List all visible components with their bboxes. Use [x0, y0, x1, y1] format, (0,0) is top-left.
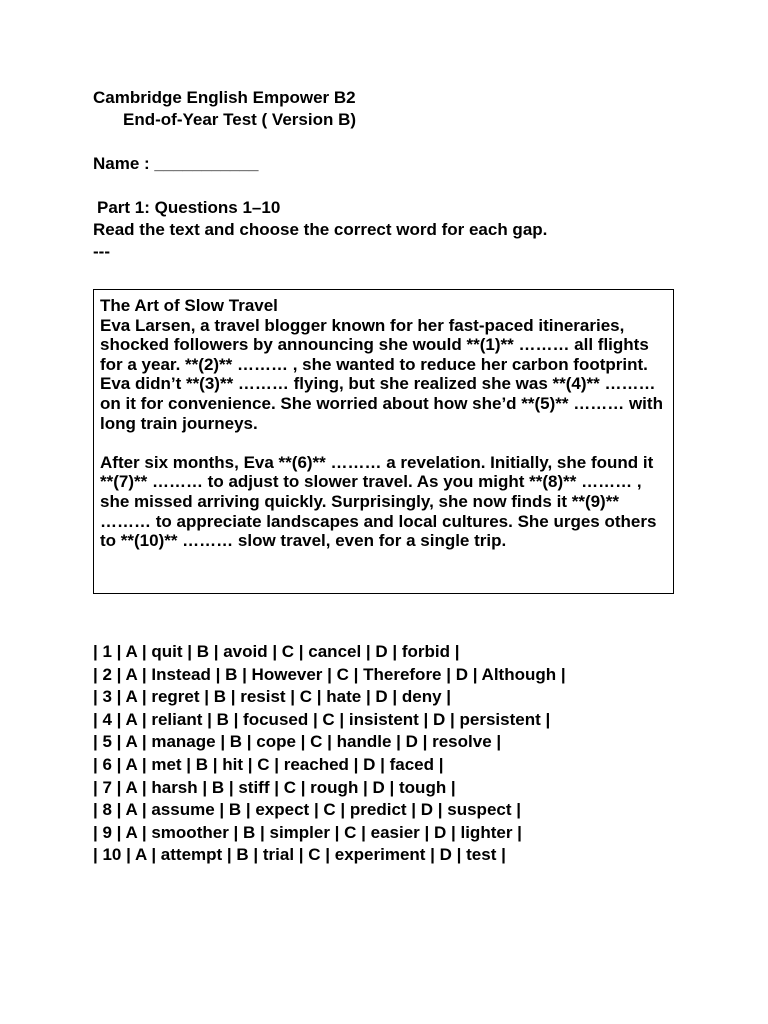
option-row-6: | 6 | A | met | B | hit | C | reached | D | faced | [93, 754, 444, 774]
name-field-label: Name : ___________ [93, 154, 259, 173]
option-row-1: | 1 | A | quit | B | avoid | C | cancel | D | forbid | [93, 642, 460, 661]
option-row-2: | 2 | A | Instead | B | However | C | Therefore | D | Although | [93, 664, 566, 684]
passage-title: The Art of Slow Travel [100, 296, 278, 315]
option-row-10: | 10 | A | attempt | B | trial | C | experiment | D | test | [93, 845, 506, 865]
answer-options-list [93, 641, 713, 867]
option-row-4: | 4 | A | reliant | B | focused | C | insistent | D | persistent | [93, 709, 551, 729]
course-title: Cambridge English Empower B2 [93, 88, 356, 107]
option-row-8: | 8 | A | assume | B | expect | C | predict | D | suspect | [93, 800, 521, 820]
part-title: Part 1: Questions 1–10 [97, 198, 281, 217]
option-row-3: | 3 | A | regret | B | resist | C | hate | D | deny | [93, 687, 452, 707]
spacer [93, 131, 693, 153]
part-instructions: Read the text and choose the correct word for each gap. [93, 220, 548, 239]
option-row-9: | 9 | A | smoother | B | simpler | C | easier | D | lighter | [93, 822, 522, 842]
spacer [100, 433, 668, 453]
passage-paragraph-2: After six months, Eva **(6)** ……… a revelation. Initially, she found it **(7)** ……… to adjust to slower travel. As you might **(8)** ……… , she missed arriving quickly. Surprisingly, she now finds it **(9)** ……… to appreciate landscapes and local cultures. She urges others to **(10)** ……… slow travel, even for a single trip. [100, 452, 657, 551]
separator: --- [93, 242, 110, 261]
test-title: End-of-Year Test ( Version B) [123, 110, 357, 129]
passage-paragraph-1: Eva Larsen, a travel blogger known for her fast-paced itineraries, shocked followers by announcing she would **(1)** ……… all flights for a year. **(2)** ……… , she wanted to reduce her carbon footprint. Eva didn’t **(3)** ……… flying, but she realized she was **(4)** ……… on it for convenience. She worried about how she’d **(5)** ……… with long train journeys. [100, 315, 663, 433]
passage-box [93, 289, 674, 594]
spacer [93, 175, 693, 197]
option-row-5: | 5 | A | manage | B | cope | C | handle | D | resolve | [93, 732, 502, 752]
option-row-7: | 7 | A | harsh | B | stiff | C | rough | D | tough | [93, 777, 456, 797]
document-header [93, 87, 693, 263]
